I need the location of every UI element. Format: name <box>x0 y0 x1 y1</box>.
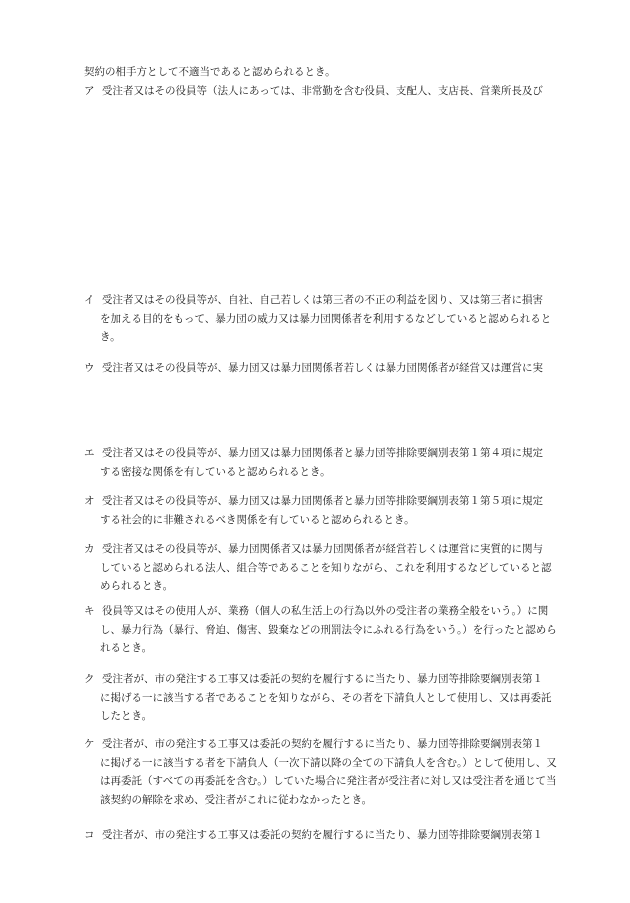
item-line: 受注者又はその役員等が、暴力団又は暴力団関係者若しくは暴力団関係者が経営又は運営に実 <box>102 362 543 374</box>
item-line: 該契約の解除を求め、受注者がこれに従わなかったとき。 <box>100 793 373 806</box>
item-marker: コ <box>84 829 95 841</box>
list-item <box>84 359 554 378</box>
item-marker: ア <box>84 85 95 97</box>
item-line: 受注者が、市の発注する工事又は委託の契約を履行するに当たり、暴力団等排除要綱別表第１ <box>102 673 543 685</box>
item-marker: オ <box>84 495 95 507</box>
item-marker: ウ <box>84 362 95 374</box>
item-line: していると認められる法人、組合等であることを知りながら、これを利用するなどしていると認 <box>100 561 552 574</box>
item-line: する密接な関係を有していると認められるとき。 <box>100 465 331 478</box>
item-line: 受注者又はその役員等が、暴力団関係者又は暴力団関係者が経営若しくは運営に実質的に関与 <box>102 543 543 555</box>
item-marker: イ <box>84 294 95 306</box>
item-line: き。 <box>100 331 121 343</box>
list-item <box>84 670 554 726</box>
list-item <box>84 735 557 809</box>
item-line: められるとき。 <box>100 580 174 592</box>
item-marker: ク <box>84 673 95 685</box>
opening-line: 契約の相手方として不適当であると認められるとき。 <box>84 66 336 78</box>
item-line: れるとき。 <box>100 642 153 654</box>
item-line: 受注者が、市の発注する工事又は委託の契約を履行するに当たり、暴力団等排除要綱別表第１ <box>102 829 543 841</box>
item-line: を加える目的をもって、暴力団の威力又は暴力団関係者を利用するなどしていると認められると <box>100 312 552 325</box>
item-marker: エ <box>84 447 95 459</box>
item-line: したとき。 <box>100 710 153 722</box>
list-item <box>84 826 554 845</box>
item-marker: キ <box>84 605 95 617</box>
item-marker: ケ <box>84 738 95 750</box>
item-line: に掲げる一に該当する者を下請負人（一次下請以降の全ての下請負人を含む。）として使用し、又 <box>100 756 557 769</box>
list-item <box>84 82 554 101</box>
item-line: し、暴力行為（暴行、脅迫、傷害、毀棄などの刑罰法令にふれる行為をいう。）を行ったと認めら <box>100 623 557 636</box>
item-marker: カ <box>84 543 95 555</box>
item-line: に掲げる一に該当する者であることを知りながら、その者を下請負人として使用し、又は再委託 <box>100 691 552 704</box>
list-item <box>84 291 554 347</box>
item-line: 受注者又はその役員等が、自社、自己若しくは第三者の不正の利益を図り、又は第三者に損害 <box>102 294 543 306</box>
item-line: 受注者又はその役員等（法人にあっては、非常勤を含む役員、支配人、支店長、営業所長及び <box>102 85 543 97</box>
list-item <box>84 540 554 596</box>
item-line: 受注者又はその役員等が、暴力団又は暴力団関係者と暴力団等排除要綱別表第１第５項に規定 <box>102 495 543 507</box>
item-line: 受注者が、市の発注する工事又は委託の契約を履行するに当たり、暴力団等排除要綱別表第１ <box>102 738 543 750</box>
list-item <box>84 444 554 481</box>
item-line: 受注者又はその役員等が、暴力団又は暴力団関係者と暴力団等排除要綱別表第１第４項に規定 <box>102 447 543 459</box>
item-line: は再委託（すべての再委託を含む。）していた場合に発注者が受注者に対し又は受注者を通じて当 <box>100 775 557 787</box>
list-item <box>84 492 554 529</box>
item-line: する社会的に非難されるべき関係を有していると認められるとき。 <box>100 513 415 526</box>
list-item <box>84 602 557 658</box>
item-line: 役員等又はその使用人が、業務（個人の私生活上の行為以外の受注者の業務全般をいう。）に関 <box>102 605 549 617</box>
